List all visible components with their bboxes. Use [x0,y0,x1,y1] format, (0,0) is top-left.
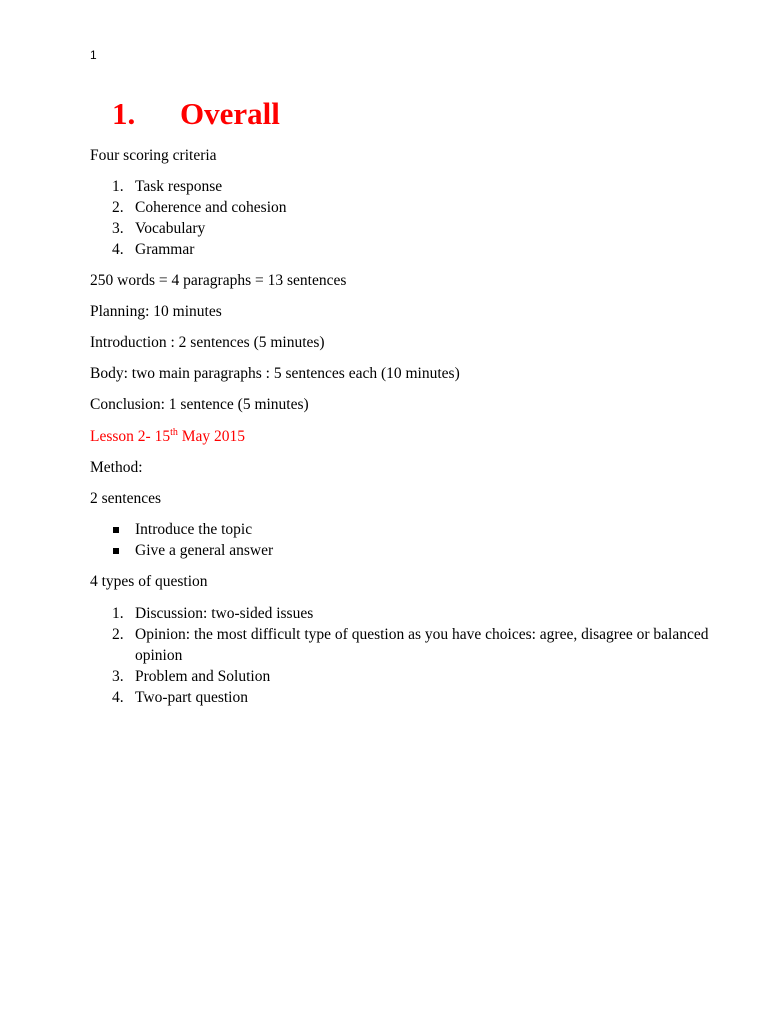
question-types-list [90,603,735,708]
square-bullet-icon [113,548,119,554]
list-marker: 2. [112,626,124,643]
list-item [90,239,735,260]
list-item-text: Vocabulary [135,220,206,237]
lesson-date-line [90,426,245,447]
planning-line: Planning: 10 minutes [90,303,222,320]
lesson-month-year: May 2015 [177,428,246,445]
list-item-text: Task response [135,178,223,195]
list-item-text: Two-part question [135,689,248,706]
list-marker: 2. [112,199,124,216]
lesson-prefix: Lesson 2- 15 [90,428,171,445]
introduction-line: Introduction : 2 sentences (5 minutes) [90,334,325,351]
lesson-date-suffix: th [170,426,178,438]
list-item [90,603,735,624]
list-marker: 3. [112,220,124,237]
list-item [90,666,735,687]
conclusion-line: Conclusion: 1 sentence (5 minutes) [90,396,309,413]
body-line: Body: two main paragraphs : 5 sentences each (10 minutes) [90,365,460,382]
criteria-list [90,176,735,260]
list-marker: 4. [112,689,124,706]
list-item [90,624,735,666]
list-item [90,176,735,197]
list-item-text: Problem and Solution [135,668,271,685]
list-item [90,197,735,218]
list-item-text: Coherence and cohesion [135,199,287,216]
list-marker: 1. [112,178,124,195]
section-heading [112,94,280,134]
list-item-text: Introduce the topic [135,521,253,538]
list-item-text: Grammar [135,241,195,258]
heading-number: 1. [112,96,136,131]
list-item [90,519,735,540]
page-number: 1 [90,48,97,62]
word-count-line: 250 words = 4 paragraphs = 13 sentences [90,272,347,289]
list-item [90,540,735,561]
list-item-text: Discussion: two-sided issues [135,605,314,622]
list-item [90,218,735,239]
method-points-list [90,519,735,561]
square-bullet-icon [113,527,119,533]
criteria-intro: Four scoring criteria [90,147,217,164]
list-marker: 3. [112,668,124,685]
list-item-text: Give a general answer [135,542,274,559]
list-item [90,687,735,708]
heading-title: Overall [180,96,280,131]
list-marker: 1. [112,605,124,622]
list-marker: 4. [112,241,124,258]
types-intro: 4 types of question [90,573,208,590]
sentences-line: 2 sentences [90,490,162,507]
list-item-text: Opinion: the most difficult type of question as you have choices: agree, disagree or balanced opinion [135,626,709,664]
method-line: Method: [90,459,143,476]
